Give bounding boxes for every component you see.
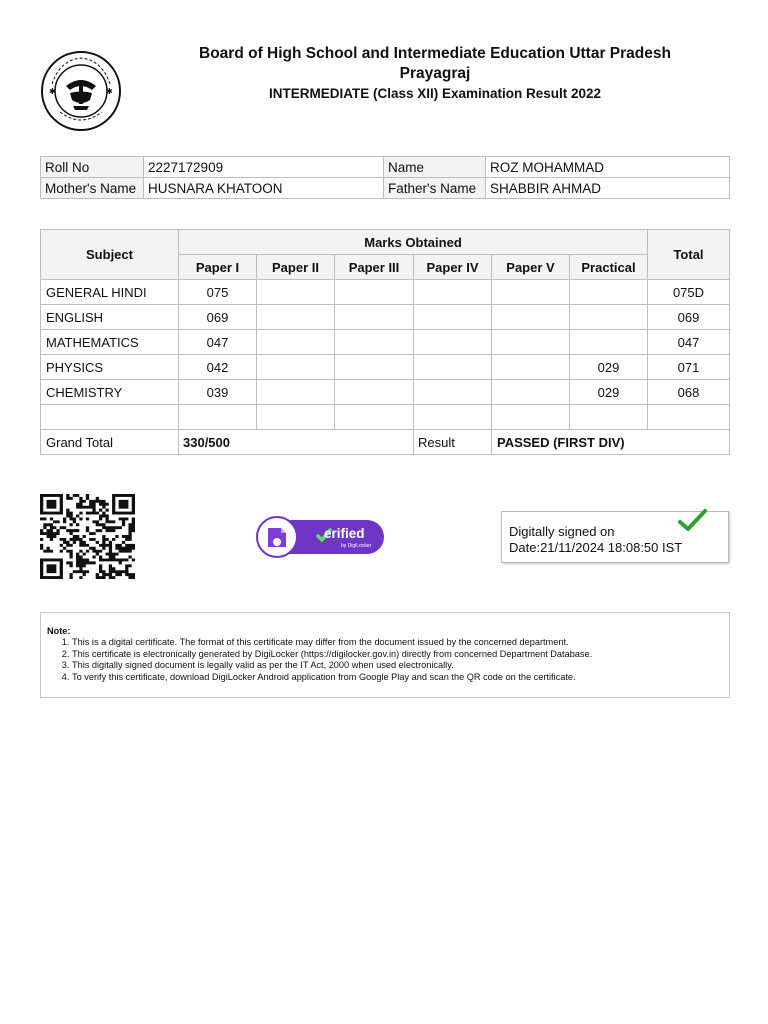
marks-cell bbox=[179, 405, 257, 430]
note-title: Note: bbox=[47, 626, 71, 636]
marks-cell bbox=[257, 405, 335, 430]
table-row bbox=[41, 178, 730, 199]
marks-cell bbox=[414, 330, 492, 355]
marks-cell: 029 bbox=[570, 380, 648, 405]
digital-signature-box bbox=[501, 511, 729, 563]
signed-date bbox=[509, 540, 682, 555]
table-row bbox=[41, 280, 730, 305]
up-board-emblem-icon bbox=[40, 50, 122, 132]
name-value: ROZ MOHAMMAD bbox=[486, 157, 730, 178]
marks-cell bbox=[257, 380, 335, 405]
table-row bbox=[41, 157, 730, 178]
marks-cell bbox=[414, 305, 492, 330]
marks-cell bbox=[492, 355, 570, 380]
marks-cell bbox=[335, 280, 414, 305]
marks-cell bbox=[257, 280, 335, 305]
marks-cell bbox=[414, 355, 492, 380]
table-row bbox=[41, 405, 730, 430]
grand-total-value: 330/500 bbox=[179, 430, 414, 455]
marks-cell bbox=[335, 405, 414, 430]
table-row bbox=[41, 330, 730, 355]
subject-cell bbox=[41, 405, 179, 430]
paper-header: Practical bbox=[570, 255, 648, 280]
verified-subtext: by DigiLocker bbox=[341, 543, 372, 549]
paper-header: Paper I bbox=[179, 255, 257, 280]
marks-cell bbox=[492, 405, 570, 430]
table-header-row bbox=[41, 230, 730, 255]
total-cell: 047 bbox=[648, 330, 730, 355]
marks-cell bbox=[335, 330, 414, 355]
total-cell: 071 bbox=[648, 355, 730, 380]
roll-value: 2227172909 bbox=[144, 157, 384, 178]
name-label: Name bbox=[384, 157, 486, 178]
note-list bbox=[41, 637, 592, 683]
subject-cell: ENGLISH bbox=[41, 305, 179, 330]
roll-label: Roll No bbox=[41, 157, 144, 178]
marks-cell bbox=[492, 330, 570, 355]
note-item: 3. This digitally signed document is legally valid as per the IT Act, 2000 when used electronically. bbox=[72, 660, 592, 672]
table-row bbox=[41, 305, 730, 330]
digilocker-verified-badge bbox=[256, 516, 386, 558]
marks-cell bbox=[335, 380, 414, 405]
total-cell: 069 bbox=[648, 305, 730, 330]
marks-obtained-header: Marks Obtained bbox=[179, 230, 648, 255]
subject-cell: MATHEMATICS bbox=[41, 330, 179, 355]
marks-cell: 047 bbox=[179, 330, 257, 355]
total-cell: 068 bbox=[648, 380, 730, 405]
marks-cell bbox=[570, 330, 648, 355]
marks-cell bbox=[570, 280, 648, 305]
verified-text: erified bbox=[324, 526, 365, 541]
signed-label: Digitally signed on bbox=[509, 524, 615, 539]
marks-cell bbox=[492, 380, 570, 405]
signed-date-label: Date: bbox=[509, 540, 541, 555]
marks-cell: 069 bbox=[179, 305, 257, 330]
subject-cell: CHEMISTRY bbox=[41, 380, 179, 405]
subject-header: Subject bbox=[41, 230, 179, 280]
note-item: 1. This is a digital certificate. The format of this certificate may differ from the document issued by the concerned department. bbox=[72, 637, 592, 649]
father-value: SHABBIR AHMAD bbox=[486, 178, 730, 199]
marks-cell bbox=[414, 380, 492, 405]
table-row bbox=[41, 380, 730, 405]
mother-label: Mother's Name bbox=[41, 178, 144, 199]
green-check-icon bbox=[676, 508, 708, 539]
marks-cell bbox=[335, 355, 414, 380]
grand-total-label: Grand Total bbox=[41, 430, 179, 455]
board-location: Prayagraj bbox=[399, 65, 471, 82]
father-label: Father's Name bbox=[384, 178, 486, 199]
svg-text:✱: ✱ bbox=[106, 87, 113, 96]
marks-cell: 075 bbox=[179, 280, 257, 305]
marks-cell bbox=[257, 330, 335, 355]
subject-cell: PHYSICS bbox=[41, 355, 179, 380]
marks-table bbox=[40, 229, 730, 455]
note-item: 4. To verify this certificate, download DigiLocker Android application from Google Play and scan the QR code on the certificate. bbox=[72, 672, 592, 684]
student-info-table bbox=[40, 156, 730, 199]
paper-header: Paper II bbox=[257, 255, 335, 280]
marks-cell: 029 bbox=[570, 355, 648, 380]
marks-cell bbox=[335, 305, 414, 330]
marks-cell: 042 bbox=[179, 355, 257, 380]
marks-cell bbox=[570, 305, 648, 330]
qr-code-icon bbox=[40, 494, 135, 579]
total-header: Total bbox=[648, 230, 730, 280]
marks-cell: 039 bbox=[179, 380, 257, 405]
paper-header: Paper III bbox=[335, 255, 414, 280]
signed-date-value: 21/11/2024 18:08:50 IST bbox=[540, 540, 683, 555]
note-item: 2. This certificate is electronically generated by DigiLocker (https://digilocker.gov.in) directly from concerned Department Database. bbox=[72, 649, 592, 661]
paper-header: Paper IV bbox=[414, 255, 492, 280]
marks-cell bbox=[414, 280, 492, 305]
paper-header: Paper V bbox=[492, 255, 570, 280]
total-cell bbox=[648, 405, 730, 430]
mother-value: HUSNARA KHATOON bbox=[144, 178, 384, 199]
marks-cell bbox=[570, 405, 648, 430]
marks-cell bbox=[257, 355, 335, 380]
note-box bbox=[40, 612, 730, 698]
result-label: Result bbox=[414, 430, 492, 455]
exam-title: INTERMEDIATE (Class XII) Examination Result 2022 bbox=[268, 86, 602, 101]
grand-total-row bbox=[41, 430, 730, 455]
table-row bbox=[41, 355, 730, 380]
total-cell: 075D bbox=[648, 280, 730, 305]
result-value: PASSED (FIRST DIV) bbox=[492, 430, 730, 455]
marks-cell bbox=[492, 305, 570, 330]
marks-cell bbox=[414, 405, 492, 430]
svg-text:✱: ✱ bbox=[49, 87, 56, 96]
subject-cell: GENERAL HINDI bbox=[41, 280, 179, 305]
board-title: Board of High School and Intermediate Education Uttar Pradesh bbox=[199, 45, 671, 62]
marks-cell bbox=[492, 280, 570, 305]
marks-cell bbox=[257, 305, 335, 330]
